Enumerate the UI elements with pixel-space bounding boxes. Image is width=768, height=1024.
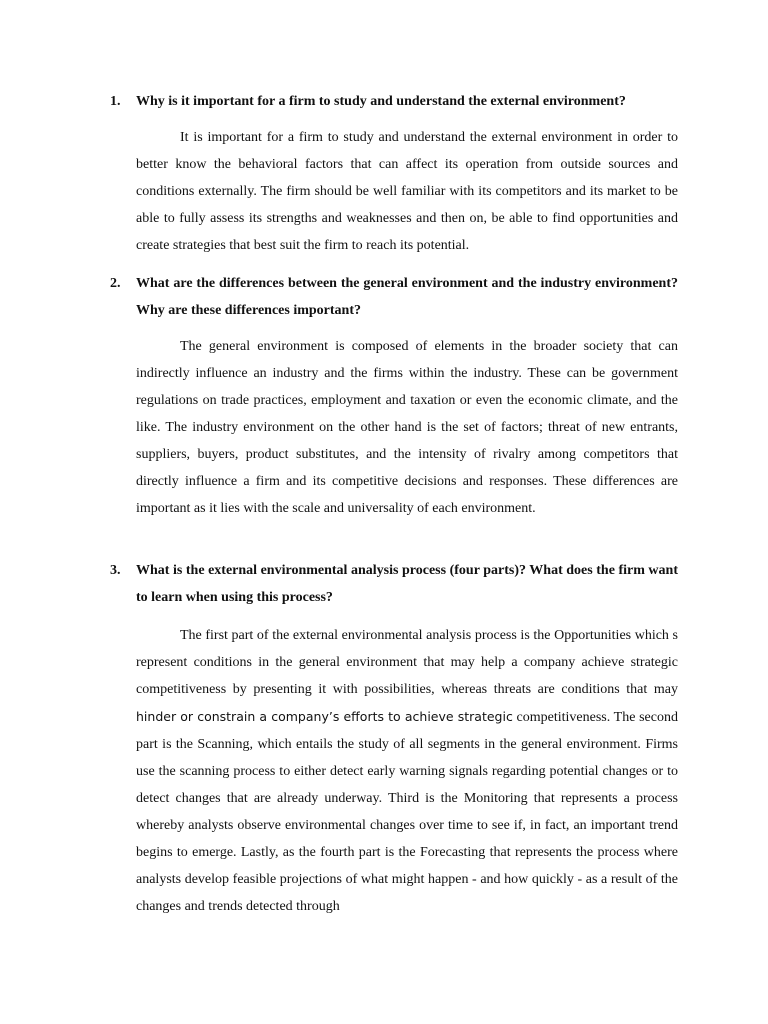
question-text: Why is it important for a firm to study and understand the external environment? <box>136 94 626 109</box>
question-number: 1. <box>110 94 121 109</box>
answer-3 <box>136 622 678 920</box>
answer-3-part-2: competitiveness. The second part is the Scanning, which entails the study of all segments in the general environment. Firms use the scanning process to either detect early warning signals regarding potential changes or to detect changes that are already underway. Third is the Monitoring that represents a process whereby analysts observe environmental changes over time to see if, in fact, an important trend begins to emerge. Lastly, as the fourth part is the Forecasting that represents the process where analysts develop feasible projections of what might happen - and how quickly - as a result of the changes and trends detected through <box>136 710 678 914</box>
question-text: What is the external environmental analysis process (four parts)? What does the firm want to learn when using this process? <box>136 563 678 605</box>
answer-3-part-1: The first part of the external environmental analysis process is the Opportunities which s represent conditions in the general environment that may help a company achieve strategic competitiveness by presenting it with possibilities, whereas threats are conditions that may <box>136 628 678 697</box>
question-number: 2. <box>110 276 121 291</box>
question-2 <box>110 270 678 324</box>
question-3 <box>110 557 678 611</box>
answer-2: The general environment is composed of elements in the broader society that can indirectly influence an industry and the firms within the industry. These can be government regulations on trade practices, employment and taxation or even the economic climate, and the like. The industry environment on the other hand is the set of factors; threat of new entrants, suppliers, buyers, product substitutes, and the intensity of rivalry among competitors that directly influence a firm and its competitive decisions and responses. These differences are important as it lies with the scale and universality of each environment. <box>136 339 678 516</box>
question-1 <box>110 88 678 115</box>
question-text: What are the differences between the general environment and the industry environment? Why are these differences important? <box>136 276 678 318</box>
answer-3-alt-font-phrase: hinder or constrain a company’s efforts to achieve strategic <box>136 709 513 724</box>
question-number: 3. <box>110 563 121 578</box>
answer-1: It is important for a firm to study and understand the external environment in order to better know the behavioral factors that can affect its operation from outside sources and conditions externally. The firm should be well familiar with its competitors and its market to be able to fully assess its strengths and weaknesses and then on, be able to find opportunities and create strategies that best suit the firm to reach its potential. <box>136 130 678 253</box>
